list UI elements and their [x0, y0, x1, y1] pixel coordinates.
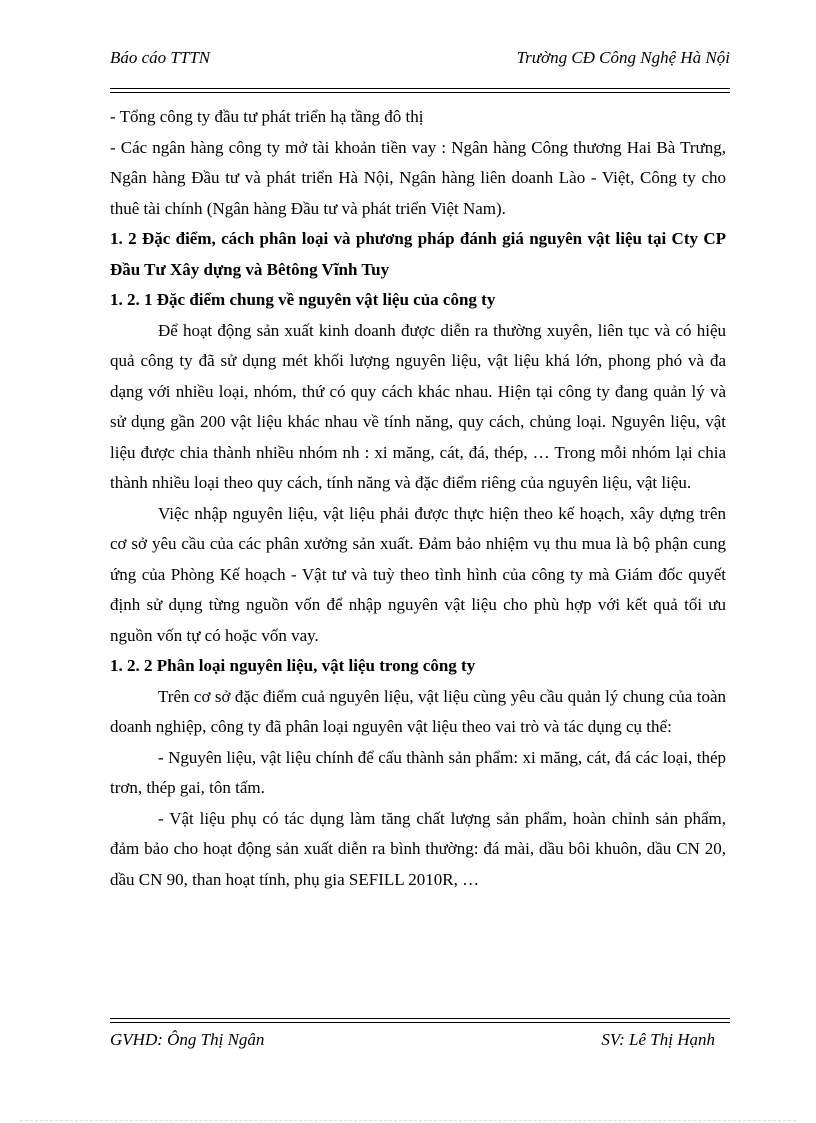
paragraph-classification-intro: Trên cơ sở đặc điểm cuả nguyên liệu, vật liệu cùng yêu cầu quản lý chung của toàn doanh nghiệp, công ty đã phân loại nguyên vật liệu theo vai trò và tác dụng cụ thể:: [110, 686, 726, 736]
list-item-auxiliary-materials: - Vật liệu phụ có tác dụng làm tăng chất lượng sản phẩm, hoàn chỉnh sản phẩm, đảm bảo cho hoạt động sản xuất diễn ra bình thường: đá mài, dầu bôi khuôn, dầu CN 20, dầu CN 90, than hoạt tính, phụ gia SEFILL 2010R, …: [110, 808, 726, 889]
paragraph-material-characteristics: Để hoạt động sản xuất kinh doanh được diễn ra thường xuyên, liên tục và có hiệu quả công ty đã sử dụng mét khối lượng nguyên liệu, vật liệu khá lớn, phong phó và đa dạng với nhiều loại, nhóm, thứ có quy cách khác nhau. Hiện tại công ty đang quản lý và sử dụng gần 200 vật liệu khác nhau về tính năng, quy cách, chủng loại. Nguyên liệu, vật liệu được chia thành nhiều nhóm nh : xi măng, cát, đá, thép, … Trong mỗi nhóm lại chia thành nhiều loại theo quy cách, tính năng và đặc điểm riêng của nguyên liệu, vật liệu.: [110, 320, 726, 492]
section-heading-1-2: 1. 2 Đặc điểm, cách phân loại và phương pháp đánh giá nguyên vật liệu tại Cty CP Đầu Tư Xây dựng và Bêtông Vĩnh Tuy: [110, 229, 726, 279]
paragraph-parent-company: - Tổng công ty đầu tư phát triển hạ tầng đô thị: [110, 107, 424, 126]
section-heading-1-2-2: 1. 2. 2 Phân loại nguyên liệu, vật liệu trong công ty: [110, 656, 476, 675]
page-footer: [110, 1030, 715, 1050]
header-school-name: Trường CĐ Công Nghệ Hà Nội: [516, 48, 730, 67]
header-divider: [110, 88, 730, 93]
paragraph-material-import: Việc nhập nguyên liệu, vật liệu phải được thực hiện theo kế hoạch, xây dựng trên cơ sở yêu cầu của các phân xưởng sản xuất. Đảm bảo nhiệm vụ thu mua là bộ phận cung ứng của Phòng Kế hoạch - Vật tư và tuỳ theo tình hình của công ty mà Giám đốc quyết định sử dụng từng nguồn vốn để nhập nguyên vật liệu cho phù hợp với kết quả tối ưu nguồn vốn tự có hoặc vốn vay.: [110, 503, 726, 645]
page-header: [110, 48, 730, 68]
footer-divider: [110, 1018, 730, 1023]
section-heading-1-2-1: 1. 2. 1 Đặc điểm chung về nguyên vật liệu của công ty: [110, 290, 496, 309]
paragraph-banks: - Các ngân hàng công ty mở tài khoản tiền vay : Ngân hàng Công thương Hai Bà Trưng, Ngân hàng Đầu tư và phát triển Hà Nội, Ngân hàng liên doanh Lào - Việt, Công ty cho thuê tài chính (Ngân hàng Đầu tư và phát triển Việt Nam).: [110, 137, 726, 218]
page-bottom-edge: [20, 1120, 796, 1121]
header-report-title: Báo cáo TTTN: [110, 48, 211, 67]
footer-supervisor: GVHD: Ông Thị Ngân: [110, 1030, 265, 1049]
footer-student: SV: Lê Thị Hạnh: [601, 1030, 715, 1049]
document-body: [110, 102, 726, 895]
list-item-main-materials: - Nguyên liệu, vật liệu chính để cấu thành sản phẩm: xi măng, cát, đá các loại, thép trơn, thép gai, tôn tấm.: [110, 747, 726, 797]
